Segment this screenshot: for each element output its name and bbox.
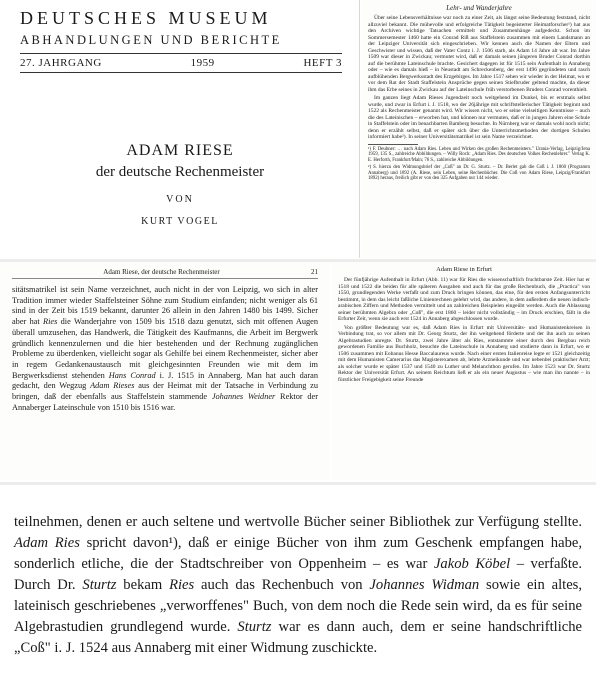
issue-year: 1959 — [190, 57, 215, 69]
erfurt-page-panel — [332, 262, 596, 480]
running-head — [12, 268, 318, 279]
panel-divider — [0, 482, 596, 485]
title-rule-top — [20, 53, 342, 54]
title-page-panel — [0, 0, 360, 258]
emphasis-name: Johannes Widman — [369, 577, 480, 593]
text-run: teilnehmen, denen er auch seltene und wertvolle Bücher seiner Bibliothek zur Verfügung stellte. — [14, 514, 582, 530]
title-rule-bottom — [20, 72, 342, 73]
text-run: – verfaßte. Durch Dr. — [14, 556, 583, 593]
emphasis-name: Adam Rieses — [90, 381, 135, 391]
body-paragraph: Über seine Lebensverhältnisse war noch zu einer Zeit, als längst seine Bedeutung feststand, nicht allzuviel bekannt. Die mühevolle und erfolgreiche Tätigkeit begeisterter Heimatforscher¹) hat aus den Archiven wichtige Tatsachen ermittelt und Zusammenhänge aufgedeckt. Schon im Sommersemester 1460 hatte ein Conrad Riß aus Staffelstein zusammen mit einem Landsmann an der Leipziger Universität sich eingeschrieben. Wir kennen auch die Namen der Eltern und Geschwister und wissen, daß der Vater Contz i. J. 1506 starb, als Adam 14 Jahre alt war. Im Jahre 1509 war dieser in Zwickau; vermutet wird, daß er damals seinen jüngeren Bruder Conrad dorthin auf die berühmte Lateinschule brachte. Gesichert dagegen ist für 1515 sein Aufenthalt in Annaberg oder – wie es damals hieß – in Neustadt am Schreckenberg, der erst 1496 gegründeten und rasch aufblühenden Bergwerksstadt des Erzgebirges. Im Jahre 1517 sehen wir wieder in der Heimat, wo er vor dem Rat der Stadt Staffelstein Ansprüche gegen seinen Stiefbruder geltend machte, da dieser ihm das Erbe seines in Zwickau auf der Lateinschule früh verstorbenen Bruders Conrad vorenthielt. — [368, 15, 590, 93]
byline-von: VON — [166, 194, 194, 205]
emphasis-name: Hans Conrad — [108, 370, 156, 380]
volume-label: 27. JAHRGANG — [20, 57, 102, 69]
emphasis-name: Adam Ries — [14, 535, 80, 551]
footnote: ²) S. hierzu den Widmungsbrief der „Coß" an Dr. G. Sturtz. – Dr. Berlet gab die Coß i. J. 1860 (Programm Annaberg) und 1892 (A. Riese, sein Leben, seine Rechenbücher. Die Coß von Adam Riese, Leipzig/Frankfurt 1892) heraus, freilich gibt er von den 325 Aufgaben nur 144 wieder. — [368, 164, 590, 182]
text-run: Rektor der Annaberger Lateinschule von 1510 bis 1516 war. — [12, 392, 318, 412]
text-run: sowie ein altes, lateinisch geschriebenes „verworffenes" Buch, von dem noch die Rede sein wird, da es für seine Algebrastudien grundlegend wurde. — [14, 577, 583, 635]
closeup-panel — [0, 486, 596, 700]
text-run: i. J. 1515 in Annaberg. Man hat auch daran gedacht, den Wegzug — [12, 370, 319, 391]
emphasis-name: Jakob Köbel — [433, 556, 511, 572]
page-number: 21 — [311, 268, 318, 276]
closeup-paragraph — [14, 512, 582, 659]
author-name: KURT VOGEL — [141, 216, 219, 227]
emphasis-name: Sturtz — [237, 619, 272, 635]
body-paragraph — [12, 285, 318, 413]
life-page-panel — [362, 0, 596, 258]
text-run: war es dann auch, dem er seine handschriftliche „Coß" i. J. 1524 aus Annaberg mit einer Widmung zuschickte. — [14, 619, 582, 656]
text-run: sitätsmatrikel ist sein Name verzeichnet, auch nicht in der von Leipzig, wo sich in alter Tradition immer wieder Staffelsteiner Söhne zum Studium einfanden; nicht weniger als 61 sind in der Zeit bis 1519 bekannt, darunter 26 allein in den Jahren 1480 bis 1499. Sicher aber hat — [12, 285, 318, 327]
running-head-title: Adam Riese, der deutsche Rechenmeister — [103, 268, 220, 276]
text-run: spricht davon¹), daß er einige Bücher von ihm zum Geschenk empfangen habe, sonderlich etliche, die der Stadtschreiber von Oppenheim – es war — [14, 535, 582, 572]
footnote: ¹) F. Deubner: … nach Adam Ries. Leben und Wirken des großen Rechenmeisters." Urania-Verlag, Leipzig/Jena 1959, 135 S., zahlreiche Abbildungen. – Willy Roch: „Adam Ries. Des deutschen Volkes Rechenlehrer." Verlag K. E. Herforth, Frankfurt/Main; 76 S., zahlreiche Abbildungen. — [368, 146, 590, 164]
body-paragraph: Von größter Bedeutung war es, daß Adam Ries in Erfurt mit Universitäts- und Humanistenkreisen in Verbindung trat, so vor allem mit Dr. Georg Sturtz, der ihn weitgehend förderte und der ihn auch zu seinen Algebrastudien anregte. Dr. Sturtz, zwei Jahre älter als Ries, entstammte einer durch den Bergbau reich gewordenen Familie aus Buchholz, besuchte die Lateinschule in Annaberg und studierte dann in Erfurt, wo er 1506 zusammen mit Eobanus Hesse Baccalaureus wurde. Nach einer ersten Italienreise legte er 1521 gleichzeitig mit dem Humanisten Camerarius das Magisterexamen ab, lehrte Arzneikunde und war nebenbei praktischer Arzt; als solcher wurde er später 1537 und 1540 zu Luther und Melanchthon gerufen. Im Jahre 1523 war Dr. Sturtz Rektor der Universität Erfurt. An seinem Reichtum ließ er als ein neuer Augustus – wie man ihn nannte – in fürstlicher Freigebigkeit seine Freunde — [338, 324, 590, 383]
text-run: die Wanderjahre von 1509 bis 1518 dazu genutzt, sich mit offenen Augen überall umzusehen, das Handwerk, die Tätigkeit des Kaufmanns, die Arbeit im Bergwerk gründlich kennenzulernen und die hier bestehenden und der Rechnung zugänglichen Probleme zu überdenken, vielleicht sogar als Gehilfe bei einem Rechenmeister, sicher aber in regem Gedankenaustausch mit gleichgesinnten Freunden wie mit dem im Bergwerksdienst stehenden — [12, 317, 318, 380]
text-run: aus der Heimat mit der Tatsache in Verbindung zu bringen, daß der ebenfalls aus Staffelstein stammende — [12, 381, 318, 402]
page-21-panel — [0, 262, 330, 480]
issue-line — [20, 57, 342, 69]
emphasis-name: Ries — [169, 577, 195, 593]
footnote-rule — [368, 144, 418, 145]
body-paragraph: Im ganzen liegt Adam Rieses Jugendzeit noch weitgehend im Dunkel, bis er erstmals selbst wurde, und zwar in Erfurt i. J. 1518, wo der 26jährige mit schriftstellerischer Tätigkeit beginnt und 1522 als Rechenmeister genannt wird. Wir wissen nicht, wo er seine vielseitigen Kenntnisse – auch die des Lateinischen – erworben hat, und können nur vermuten, daß er in jungen Jahren eine Schule in Staffelstein oder im benachbarten Bamberg besuchte. In Nürnberg war er damals wohl noch nicht; denn er erzählt selbst, daß er später sich über die Unterrichtsmethoden der dortigen Schulen informiert habe²). In seiner Universitätsmatrikel ist sein Name verzeichnet. — [368, 95, 590, 140]
text-run: auch das Rechenbuch von — [194, 577, 370, 593]
issue-number: HEFT 3 — [303, 57, 342, 69]
body-paragraph: Der fünfjährige Aufenthalt in Erfurt (Abb. 11) war für Ries die wissenschaftlich fruchtbarste Zeit. Hier hat er 1518 und 1522 die beiden für alle späteren Ausgaben und auch für das große Rechenbuch, die „Practica" von 1550, grundlegenden Werke verfaßt und zum Druck bringen können, das eine, für den ersten Anfangsunterricht bestimmt, in dem das leicht faßliche Linienrechnen gelehrt wird, das andere, in dem außerdem die neuen indisch-arabischen Ziffern und Methoden vermittelt und an zahlreichen Beispielen eingeübt werden. Auch die Ablassung seiner berühmten Algebra oder „Coß", die erst 1860 – leider nicht vollständig – im Druck erschien, fällt in die Erfurter Zeit, wenn sie auch erst 1524 in Annaberg abgeschlossen wurde. — [338, 277, 590, 322]
emphasis-name: Johannes Weidner — [211, 392, 276, 402]
section-heading: Adam Riese in Erfurt — [436, 266, 492, 273]
article-title: ADAM RIESE — [126, 142, 234, 159]
article-subtitle: der deutsche Rechenmeister — [95, 164, 265, 180]
emphasis-name: Sturtz — [82, 577, 117, 593]
museum-name: DEUTSCHES MUSEUM — [20, 8, 272, 28]
emphasis-name: Ries — [43, 317, 58, 327]
text-run: bekam — [116, 577, 170, 593]
series-title: ABHANDLUNGEN UND BERICHTE — [20, 33, 282, 47]
section-heading: Lehr- und Wanderjahre — [446, 4, 512, 12]
